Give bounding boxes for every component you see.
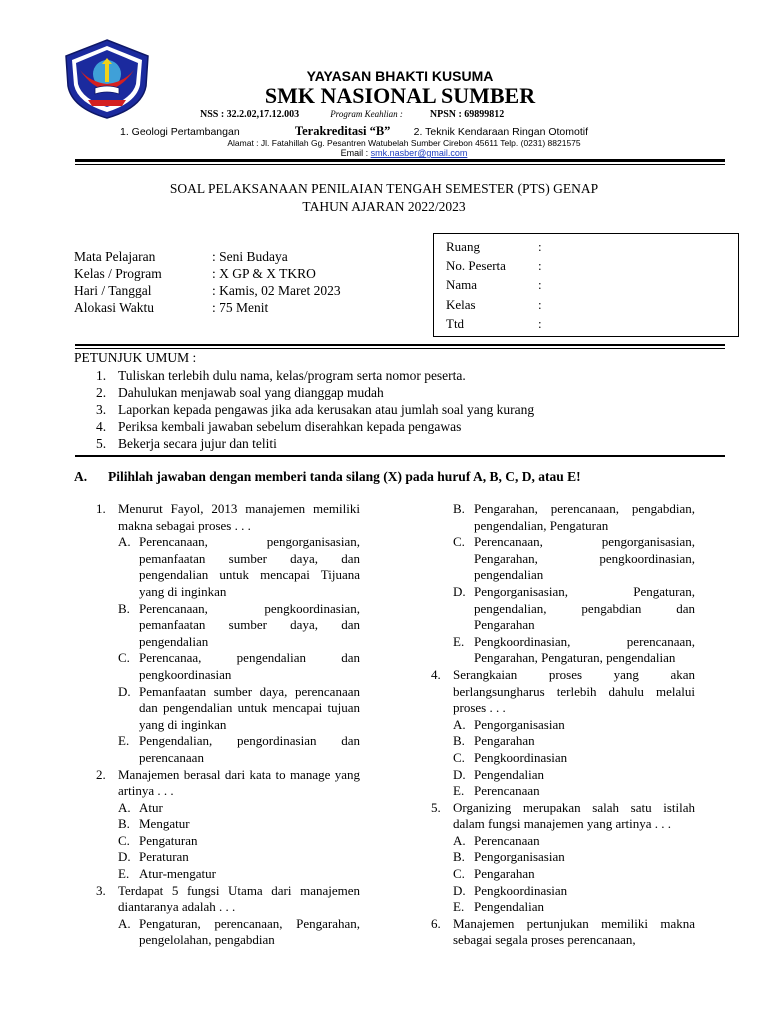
- npsn: NPSN : 69899812: [429, 109, 505, 120]
- option-text: Pengorganisasian: [474, 849, 565, 865]
- school-ids: [200, 109, 504, 120]
- program-2: 2. Teknik Kendaraan Ringan Otomotif: [413, 126, 588, 138]
- option-letter: B.: [453, 849, 465, 865]
- option-letter: B.: [453, 501, 465, 516]
- question-text: Terdapat 5 fungsi Utama dari manajemen diantaranya adalah . . .: [118, 882, 360, 915]
- nss: NSS : 32.2.02,17.12.003: [200, 109, 300, 120]
- option-text: Pengkoordinasian: [474, 749, 568, 765]
- school-email: [20, 148, 768, 158]
- info-value: : 75 Menit: [212, 300, 269, 315]
- answer-option: [118, 534, 360, 600]
- answer-option: [453, 767, 695, 784]
- question-number: 3.: [96, 882, 106, 898]
- answer-option: [453, 584, 695, 634]
- option-letter: E.: [453, 783, 465, 799]
- option-text: Pengorganisasian: [474, 716, 565, 732]
- instruction-number: 1.: [96, 368, 107, 383]
- answer-option: [118, 650, 360, 683]
- option-letter: D.: [118, 683, 131, 699]
- instruction-item: [96, 435, 534, 452]
- answer-option: [453, 883, 695, 900]
- option-letter: C.: [118, 650, 130, 666]
- answer-option: [118, 916, 360, 949]
- email-link[interactable]: smk.nasber@gmail.com: [370, 148, 468, 158]
- answer-option: [118, 684, 360, 734]
- option-letter: A.: [453, 832, 466, 848]
- option-letter: E.: [118, 866, 130, 882]
- id-value: :: [538, 296, 542, 312]
- question: [96, 767, 360, 800]
- answer-option: [453, 833, 695, 850]
- instruction-text: Dahulukan menjawab soal yang dianggap mudah: [118, 385, 384, 400]
- id-row: [446, 295, 738, 314]
- option-text: Pengkoordinasian, perencanaan, Pengarahan, Pengaturan, pengendalian: [474, 633, 695, 666]
- id-label: Kelas: [446, 296, 476, 312]
- header-rule-thin: [75, 164, 725, 165]
- instruction-item: [96, 418, 534, 435]
- option-letter: E.: [453, 633, 465, 649]
- instructions-rule: [75, 455, 725, 457]
- option-text: Mengatur: [139, 816, 190, 832]
- instruction-text: Bekerja secara jujur dan teliti: [118, 436, 277, 451]
- answer-option: [118, 816, 360, 833]
- option-letter: C.: [118, 832, 130, 848]
- instruction-text: Tuliskan terlebih dulu nama, kelas/program serta nomor peserta.: [118, 368, 466, 383]
- option-letter: B.: [118, 600, 130, 616]
- answer-option: [453, 534, 695, 584]
- answer-option: [453, 866, 695, 883]
- section-a-heading: [74, 469, 581, 485]
- question-text: Organizing merupakan salah satu istilah dalam fungsi manajemen yang artinya . . .: [453, 799, 695, 832]
- instruction-item: [96, 367, 534, 384]
- option-letter: B.: [118, 816, 130, 832]
- participant-box: [433, 233, 739, 337]
- answer-option: [118, 849, 360, 866]
- program-label: Program Keahlian :: [330, 109, 403, 119]
- instruction-number: 4.: [96, 419, 107, 434]
- id-value: :: [538, 258, 542, 274]
- option-letter: B.: [453, 733, 465, 749]
- question-text: Serangkaian proses yang akan berlangsungharus terlebih dahulu melalui proses . . .: [453, 666, 695, 716]
- info-rule-1: [75, 344, 725, 346]
- programs: [120, 124, 588, 139]
- question: [96, 883, 360, 916]
- question-number: 5.: [431, 799, 441, 815]
- id-value: :: [538, 239, 542, 254]
- answer-option: [118, 833, 360, 850]
- id-label: Nama: [446, 277, 478, 293]
- id-label: Ruang: [446, 239, 480, 254]
- instruction-number: 2.: [96, 385, 107, 400]
- id-row: [446, 275, 738, 294]
- questions-column-left: [96, 501, 360, 949]
- option-letter: A.: [118, 915, 131, 931]
- instruction-item: [96, 384, 534, 401]
- info-row: [74, 282, 341, 299]
- option-text: Perencanaan, pengorganisasian, Pengarahan, pengkoordinasian, pengendalian: [474, 534, 695, 583]
- id-row: [446, 237, 738, 256]
- option-text: Pengaturan: [139, 832, 198, 848]
- option-text: Pengkoordinasian: [474, 882, 568, 898]
- id-label: Ttd: [446, 315, 465, 331]
- option-text: Pengarahan: [474, 733, 535, 749]
- option-letter: C.: [453, 749, 465, 765]
- question-number: 2.: [96, 766, 106, 782]
- answer-option: [118, 800, 360, 817]
- question-number: 6.: [431, 915, 441, 931]
- answer-option: [453, 750, 695, 767]
- program-1: 1. Geologi Pertambangan: [120, 126, 240, 138]
- info-row: [74, 265, 341, 282]
- academic-year: TAHUN AJARAN 2022/2023: [302, 199, 466, 214]
- option-text: Atur: [139, 799, 163, 815]
- option-letter: A.: [118, 534, 131, 550]
- questions-column-right: [431, 501, 695, 949]
- question: [431, 916, 695, 949]
- option-text: Pengaturan, perencanaan, Pengarahan, pengelolahan, pengabdian: [139, 915, 360, 948]
- accreditation: Terakreditasi “B”: [294, 124, 391, 138]
- id-row: [446, 256, 738, 275]
- email-label: Email :: [340, 148, 371, 158]
- option-text: Perencanaan, pengkoordinasian, pemanfaatan sumber daya, dan pengendalian: [139, 600, 360, 649]
- option-letter: A.: [118, 799, 131, 815]
- option-text: Perencanaan, pengorganisasian, pemanfaatan sumber daya, dan pengendalian untuk mencapai Tijuana yang di inginkan: [139, 534, 360, 599]
- question: [431, 800, 695, 833]
- instructions-list: [96, 367, 534, 452]
- info-label: Mata Pelajaran: [74, 249, 156, 264]
- option-letter: E.: [453, 899, 465, 915]
- instructions-heading: PETUNJUK UMUM :: [74, 350, 197, 365]
- option-text: Pengendalian: [474, 766, 545, 782]
- option-text: Pengorganisasian, Pengaturan, pengendalian, pengabdian dan Pengarahan: [474, 583, 695, 633]
- option-letter: D.: [453, 766, 466, 782]
- section-instruction: Pilihlah jawaban dengan memberi tanda silang (X) pada huruf A, B, C, D, atau E!: [108, 469, 581, 484]
- id-value: :: [538, 315, 542, 331]
- option-text: Perencanaan: [474, 783, 540, 799]
- question-text: Menurut Fayol, 2013 manajemen memiliki makna sebagai proses . . .: [118, 501, 360, 533]
- option-text: Pengendalian: [474, 899, 545, 915]
- option-text: Atur-mengatur: [139, 866, 216, 882]
- option-letter: C.: [453, 866, 465, 882]
- info-label: Kelas / Program: [74, 266, 162, 281]
- option-text: Peraturan: [139, 849, 189, 865]
- answer-option: [453, 899, 695, 916]
- exam-title: SOAL PELAKSANAAN PENILAIAN TENGAH SEMESTER (PTS) GENAP: [169, 181, 599, 196]
- id-row: [446, 314, 738, 333]
- option-letter: A.: [453, 716, 466, 732]
- option-text: Pengendalian, pengordinasian dan perencanaan: [139, 733, 360, 765]
- exam-info: [74, 248, 341, 316]
- instruction-text: Laporkan kepada pengawas jika ada kerusakan atau jumlah soal yang kurang: [118, 402, 535, 417]
- id-value: :: [538, 277, 542, 293]
- answer-option: [118, 601, 360, 651]
- school-address: Alamat : Jl. Fatahillah Gg. Pesantren Watubelah Sumber Cirebon 45611 Telp. (0231) 8821575: [227, 138, 581, 148]
- answer-option: [453, 849, 695, 866]
- info-row: [74, 248, 341, 265]
- option-letter: E.: [118, 733, 130, 749]
- option-letter: D.: [453, 583, 466, 599]
- option-letter: D.: [118, 849, 131, 865]
- question: [96, 501, 360, 534]
- info-label: Hari / Tanggal: [74, 283, 152, 298]
- answer-option: [453, 501, 695, 534]
- question: [431, 667, 695, 717]
- answer-option: [453, 783, 695, 800]
- header-rule-thick: [75, 159, 725, 162]
- answer-option: [118, 733, 360, 766]
- question-number: 4.: [431, 666, 441, 682]
- info-value: : Seni Budaya: [212, 249, 288, 264]
- school-name: SMK NASIONAL SUMBER: [264, 83, 536, 108]
- option-letter: D.: [453, 882, 466, 898]
- question-text: Manajemen berasal dari kata to manage yang artinya . . .: [118, 766, 360, 799]
- info-rule-2: [75, 348, 725, 349]
- option-letter: C.: [453, 534, 465, 550]
- info-value: : X GP & X TKRO: [212, 266, 316, 281]
- option-text: Perencanaan: [474, 832, 540, 848]
- id-label: No. Peserta: [446, 258, 506, 274]
- instruction-number: 3.: [96, 402, 107, 417]
- section-letter: A.: [74, 469, 88, 484]
- option-text: Pemanfaatan sumber daya, perencanaan dan pengendalian untuk mencapai tujuan yang di inginkan: [139, 683, 360, 732]
- instruction-item: [96, 401, 534, 418]
- info-label: Alokasi Waktu: [74, 300, 155, 315]
- answer-option: [453, 733, 695, 750]
- info-value: : Kamis, 02 Maret 2023: [212, 283, 341, 298]
- option-text: Pengarahan, perencanaan, pengabdian, pengendalian, Pengaturan: [474, 501, 695, 533]
- answer-option: [453, 717, 695, 734]
- option-text: Perencanaa, pengendalian dan pengkoordinasian: [139, 650, 360, 682]
- info-row: [74, 299, 341, 316]
- question-text: Manajemen pertunjukan memiliki makna sebagai segala proses perencanaan,: [453, 915, 695, 948]
- answer-option: [118, 866, 360, 883]
- instruction-text: Periksa kembali jawaban sebelum diserahkan kepada pengawas: [118, 419, 462, 434]
- option-text: Pengarahan: [474, 866, 535, 882]
- answer-option: [453, 634, 695, 667]
- instruction-number: 5.: [96, 436, 107, 451]
- question-number: 1.: [96, 501, 106, 516]
- foundation-name: YAYASAN BHAKTI KUSUMA: [306, 68, 494, 84]
